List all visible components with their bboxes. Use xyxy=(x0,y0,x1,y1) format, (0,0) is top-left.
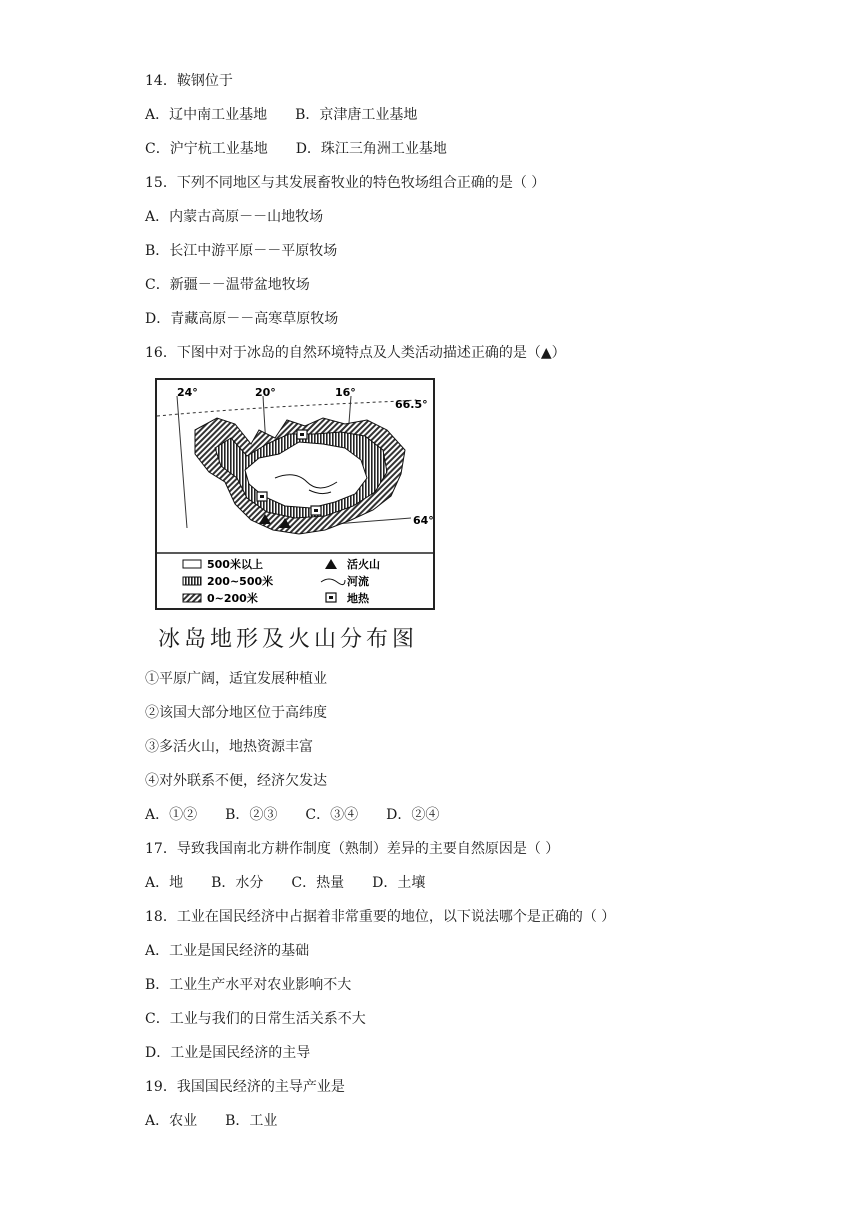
question-18-option-a: A．工业是国民经济的基础 xyxy=(145,943,310,959)
lat-label: 66.5° xyxy=(395,398,428,411)
question-15-option-a: A．内蒙古高原－－山地牧场 xyxy=(145,209,324,225)
legend-label: 500米以上 xyxy=(207,558,263,571)
lon-label: 24° xyxy=(177,386,198,399)
question-19-options: A．农业 B．工业 xyxy=(145,1113,278,1129)
question-14-stem: 14．鞍钢位于 xyxy=(145,73,233,89)
geothermal-icon xyxy=(311,506,321,515)
legend-label: 0~200米 xyxy=(207,592,258,605)
question-15-option-c: C．新疆－－温带盆地牧场 xyxy=(145,277,310,293)
map-caption: 冰岛地形及火山分布图 xyxy=(158,627,419,652)
geothermal-icon xyxy=(257,492,267,501)
question-18-stem: 18．工业在国民经济中占据着非常重要的地位，以下说法哪个是正确的（ ） xyxy=(145,909,616,925)
legend-label: 200~500米 xyxy=(207,575,274,588)
geothermal-icon xyxy=(297,430,307,439)
lat-label: 64° xyxy=(413,514,434,527)
legend-label: 地热 xyxy=(347,592,369,605)
question-18-option-b: B．工业生产水平对农业影响不大 xyxy=(145,977,352,993)
legend-label: 活火山 xyxy=(347,558,380,571)
question-18-option-c: C．工业与我们的日常生活关系不大 xyxy=(145,1011,366,1027)
question-17-stem: 17．导致我国南北方耕作制度（熟制）差异的主要自然原因是（ ） xyxy=(145,841,560,857)
question-16-statement-2: ②该国大部分地区位于高纬度 xyxy=(145,705,327,721)
question-16-options: A．①② B．②③ C．③④ D．②④ xyxy=(145,807,440,823)
question-16-statement-4: ④对外联系不便，经济欠发达 xyxy=(145,773,327,789)
question-18-option-d: D．工业是国民经济的主导 xyxy=(145,1045,311,1061)
question-14-options-ab: A．辽中南工业基地 B．京津唐工业基地 xyxy=(145,107,418,123)
question-14-options-cd: C．沪宁杭工业基地 D．珠江三角洲工业基地 xyxy=(145,141,447,157)
question-17-options: A．地 B．水分 C．热量 D．土壤 xyxy=(145,875,426,891)
question-15-option-b: B．长江中游平原－－平原牧场 xyxy=(145,243,338,259)
question-16-statement-3: ③多活火山，地热资源丰富 xyxy=(145,739,313,755)
question-16-stem: 16．下图中对于冰岛的自然环境特点及人类活动描述正确的是（▲） xyxy=(145,345,566,361)
lon-label: 20° xyxy=(255,386,276,399)
legend-label: 河流 xyxy=(347,575,369,588)
question-15-option-d: D．青藏高原－－高寒草原牧场 xyxy=(145,311,339,327)
iceland-map xyxy=(155,378,437,612)
question-16-statement-1: ①平原广阔，适宜发展种植业 xyxy=(145,671,327,687)
question-15-stem: 15．下列不同地区与其发展畜牧业的特色牧场组合正确的是（ ） xyxy=(145,175,546,191)
question-19-stem: 19．我国国民经济的主导产业是 xyxy=(145,1079,345,1095)
lon-label: 16° xyxy=(335,386,356,399)
